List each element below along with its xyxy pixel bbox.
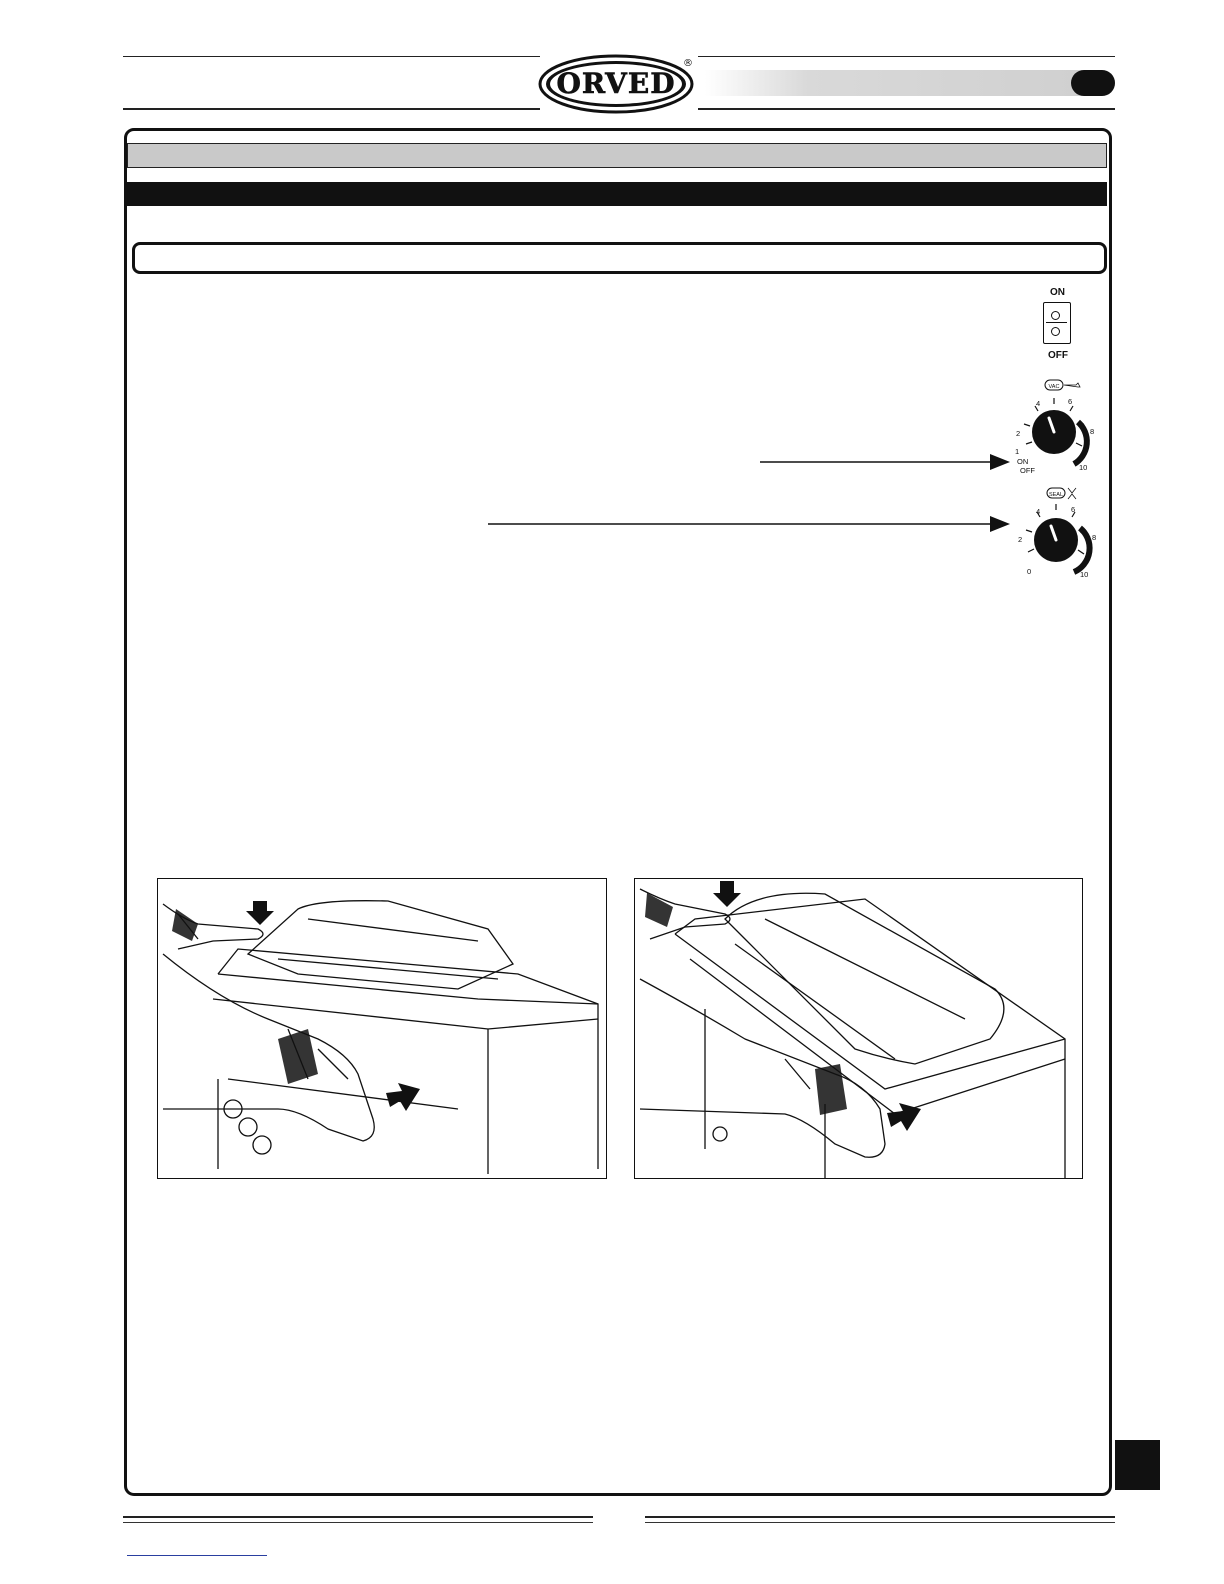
switch-off-label: OFF	[1048, 350, 1068, 361]
footer-rule-right-top	[645, 1516, 1115, 1518]
seal-tick-6: 6	[1071, 505, 1076, 514]
header-black-tab	[1071, 70, 1115, 96]
footer-rule-left-top	[123, 1516, 593, 1518]
header-grey-bar	[705, 70, 1115, 96]
page-side-tab	[1115, 1440, 1160, 1490]
seal-tick-10: 10	[1080, 570, 1089, 579]
seal-tick-4: 4	[1036, 507, 1041, 516]
seal-tick-0: 0	[1027, 567, 1032, 576]
arrow-to-vacuum-knob	[760, 452, 1012, 472]
seal-tick-2: 2	[1018, 535, 1023, 544]
vac-tick-8: 8	[1090, 427, 1095, 436]
vac-on-label: ON	[1017, 457, 1029, 466]
section-header-black-band	[127, 182, 1107, 206]
vac-tick-10: 10	[1079, 463, 1088, 472]
subsection-title-box	[132, 242, 1107, 274]
header-rule-top-right	[698, 56, 1115, 57]
footer-link-underline[interactable]	[127, 1555, 267, 1556]
vac-tick-4: 4	[1036, 399, 1041, 408]
header-rule-bottom-left	[123, 108, 540, 110]
header-rule-top-left	[123, 56, 540, 57]
logo-wordmark: ORVED	[556, 67, 676, 100]
orved-logo	[536, 52, 704, 116]
figure-hands-pressing-lid-right	[634, 878, 1083, 1179]
seal-tick-8: 8	[1092, 533, 1097, 542]
seal-knob	[1010, 484, 1110, 580]
vac-tick-2: 2	[1016, 429, 1021, 438]
footer-rule-right-bottom	[645, 1522, 1115, 1523]
power-switch-icon	[1043, 302, 1071, 344]
vac-symbol: VAC	[1048, 384, 1060, 390]
section-header-grey-band	[127, 143, 1107, 168]
hands-pressing-lid-illustration	[635, 879, 1083, 1179]
header-rule-bottom-right	[698, 108, 1115, 110]
registered-mark: ®	[683, 58, 693, 69]
footer-rule-left-bottom	[123, 1522, 593, 1523]
vac-tick-1: 1	[1015, 447, 1020, 456]
vac-tick-6: 6	[1068, 397, 1073, 406]
seal-symbol: SEAL	[1048, 492, 1064, 498]
arrow-to-seal-knob	[488, 514, 1012, 534]
content-frame	[124, 128, 1112, 1496]
figure-hands-pressing-lid-left	[157, 878, 607, 1179]
vacuum-knob	[1008, 376, 1108, 476]
switch-on-label: ON	[1050, 287, 1065, 298]
vac-off-label: OFF	[1020, 466, 1035, 475]
hands-pressing-lid-illustration	[158, 879, 607, 1179]
